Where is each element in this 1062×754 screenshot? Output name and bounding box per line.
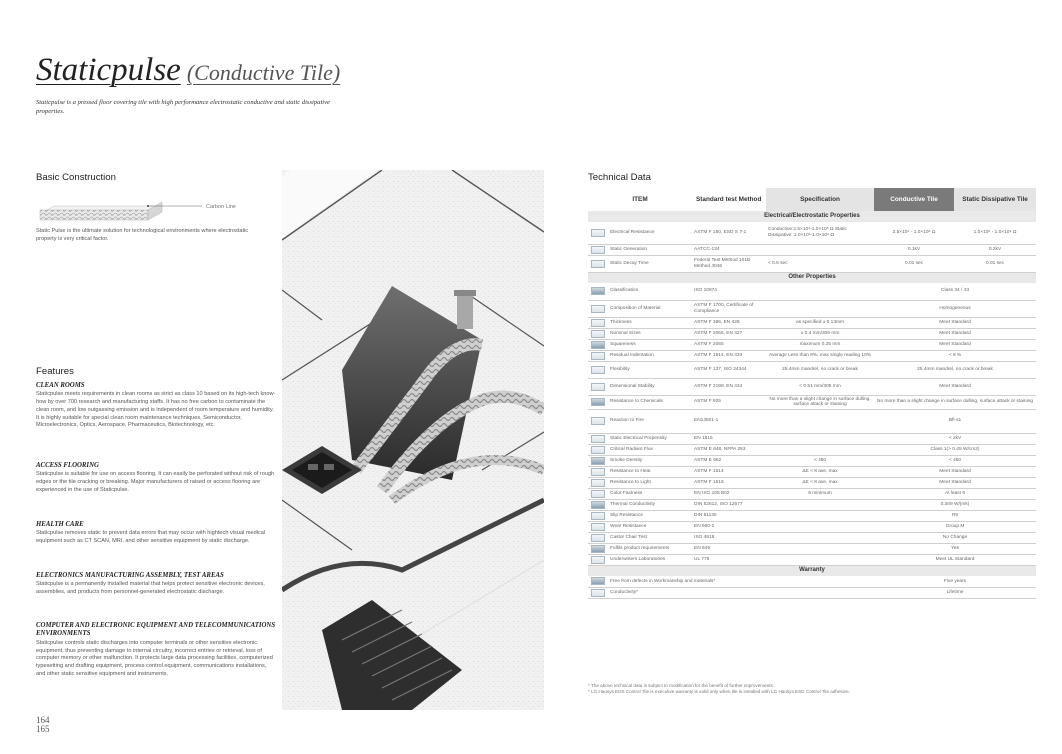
- spec-cell: [766, 283, 874, 300]
- note-line: * LG Hausys EDS Control Tile is executive warranty is valid only when tile is installed with LG Hausys ESD Control Tile adhesive.: [588, 689, 850, 694]
- technical-data-table: [588, 188, 1036, 599]
- spec-cell: [766, 300, 874, 317]
- value-cell: Meet Standard: [874, 477, 1036, 488]
- table-row: [588, 576, 1036, 587]
- basic-construction-text: Static Pulse is the ultimate solution for technological environments where electrostatic property is very critical factor.: [36, 228, 249, 242]
- value-cell: Meet Standard: [874, 378, 1036, 395]
- item-cell: Residual Indentation: [608, 350, 692, 361]
- value-cell: No Change: [874, 532, 1036, 543]
- spec-cell: [766, 532, 874, 543]
- value-cell: 25.4mm mandrel, no crack or break: [874, 361, 1036, 378]
- item-cell: Dimensional Stability: [608, 378, 692, 395]
- value-cell: Class 1(> 0.45 W/cm2): [874, 444, 1036, 455]
- conductivity-icon: [591, 589, 605, 597]
- spec-cell: < 450: [766, 455, 874, 466]
- spec-cell: as specified ± 0.13mm: [766, 317, 874, 328]
- value-cell: Homogeneous: [874, 300, 1036, 317]
- table-row: [588, 477, 1036, 488]
- table-row: [588, 328, 1036, 339]
- feature-body: Staticpulse is a permanently installed material that helps protect sensitive electronic devices, assemblies, and products from personnel-generated electrostatic discharge.: [36, 581, 265, 596]
- property-icon: [591, 352, 605, 360]
- spec-cell: 6 minimum: [766, 488, 874, 499]
- plus-icon: [591, 577, 605, 585]
- property-icon: [591, 398, 605, 406]
- property-icon: [591, 305, 605, 313]
- page-subtitle: Staticpulse is a pressed floor covering tile with high performance electrostatic conductive and static dissipative properties.: [36, 99, 330, 115]
- section-row: [588, 565, 1036, 576]
- feature-body: Staticpulse controls static discharges into computer terminals or other sensitive electronic equipment, thus preventing damage to internal circuitry, incorrect entries or retrieval, loss of computer memory or other malfunction. It protects large data processing facilities, computerized typesetting and drafting equipment, process control equipment, communications installations, and other static sensitive equipment and instruments.: [36, 639, 273, 677]
- technical-notes: [588, 683, 1036, 695]
- spec-cell: ΔE < 8 ave, max: [766, 477, 874, 488]
- property-icon: [591, 330, 605, 338]
- value-cell: Meet Standard: [874, 317, 1036, 328]
- spec-cell: 25.4mm mandrel, no crack or break: [766, 361, 874, 378]
- property-icon: [591, 479, 605, 487]
- table-row: [588, 521, 1036, 532]
- method-cell: ASTM F 1515: [692, 477, 766, 488]
- table-row: [588, 222, 1036, 244]
- property-icon: [591, 287, 605, 295]
- other-properties-rows: [588, 283, 1036, 565]
- dissipative-cell: 0.2kV: [954, 244, 1036, 255]
- value-cell: Group M: [874, 521, 1036, 532]
- method-cell: Federal Test Method 101B Method 4046: [692, 255, 766, 272]
- feature-body: Staticpulse is suitable for use on access flooring. It can easily be perforated without risk of rough edges or the tile cracking or breaking. Major manufacturers of raised or access flooring are experienced in the use of Staticpulse.: [36, 471, 275, 493]
- method-cell: ISO 4918: [692, 532, 766, 543]
- feature-clean-rooms: [36, 382, 276, 430]
- method-cell: ISO 10874: [692, 283, 766, 300]
- spec-cell: [766, 409, 874, 433]
- property-icon: [591, 246, 605, 254]
- section-title: Warranty: [588, 565, 1036, 576]
- table-row: [588, 361, 1036, 378]
- item-cell: Thickness: [608, 317, 692, 328]
- carbon-line-callout: Carbon Line: [206, 204, 236, 210]
- spec-cell: [766, 521, 874, 532]
- value-cell: R9: [874, 510, 1036, 521]
- item-cell: Critical Radiant Flux: [608, 444, 692, 455]
- spec-cell: [766, 510, 874, 521]
- table-row: [588, 444, 1036, 455]
- table-row: [588, 244, 1036, 255]
- item-cell: Classification: [608, 283, 692, 300]
- dissipative-cell: 1.0×10⁶ - 1.0×10⁹ Ω: [954, 222, 1036, 244]
- item-cell: Reaction to Fire: [608, 409, 692, 433]
- value-cell: < 2kV: [874, 433, 1036, 444]
- col-header-dissipative: Static Dissipative Tile: [954, 188, 1036, 211]
- spec-cell: < 0.5 sec: [766, 255, 874, 272]
- table-row: [588, 409, 1036, 433]
- table-row: [588, 350, 1036, 361]
- value-cell: No more than a slight change in surface dulling, surface attack or staining: [874, 395, 1036, 409]
- page-title: [36, 52, 340, 89]
- item-cell: Fulfils product requirements: [608, 543, 692, 554]
- feature-electronics-manufacturing: [36, 572, 276, 597]
- feature-computer-telecom: [36, 622, 276, 678]
- table-row: [588, 543, 1036, 554]
- method-cell: ASTM E 662: [692, 455, 766, 466]
- table-row: [588, 532, 1036, 543]
- property-icon: [591, 534, 605, 542]
- spec-cell: [766, 543, 874, 554]
- table-row: [588, 339, 1036, 350]
- value-cell: Meet Standard: [874, 328, 1036, 339]
- col-header-conductive: Conductive Tile: [874, 188, 954, 211]
- property-icon: [591, 435, 605, 443]
- spec-cell: ± 0.4 mm/305 mm: [766, 328, 874, 339]
- method-cell: EN 660-2: [692, 521, 766, 532]
- method-cell: ASTM F 925: [692, 395, 766, 409]
- table-row: [588, 455, 1036, 466]
- item-cell: Nominal Sizes: [608, 328, 692, 339]
- conductive-cell: 0.1kV: [874, 244, 954, 255]
- feature-access-flooring: [36, 462, 276, 495]
- page-number-left: 164: [36, 715, 50, 725]
- feature-heading: CLEAN ROOMS: [36, 382, 85, 389]
- item-cell: Resistance to Chemicals: [608, 395, 692, 409]
- title-sub: (Conductive Tile): [186, 60, 341, 85]
- method-cell: DIN 51130: [692, 510, 766, 521]
- property-icon: [591, 490, 605, 498]
- spec-cell: < 0.51 mm/305 mm: [766, 378, 874, 395]
- page-number-right: 165: [36, 724, 50, 734]
- property-icon: [591, 341, 605, 349]
- value-cell: Meet UL Standard: [874, 554, 1036, 565]
- method-cell: ASTM F 1700, Certificate of Compliance: [692, 300, 766, 317]
- col-header-spec: Specification: [766, 188, 874, 211]
- item-cell: Resistance to Light: [608, 477, 692, 488]
- technical-data-heading: Technical Data: [588, 172, 651, 183]
- item-cell: Resistance to Heat: [608, 466, 692, 477]
- property-icon: [591, 446, 605, 454]
- method-cell: ASTM F 1914, EN 433: [692, 350, 766, 361]
- item-cell: Castor Chair Test: [608, 532, 692, 543]
- spec-cell: [766, 499, 874, 510]
- value-cell: 0.309 W/(mk): [874, 499, 1036, 510]
- table-row: [588, 510, 1036, 521]
- value-cell: Bfl-s1: [874, 409, 1036, 433]
- feature-heading: ELECTRONICS MANUFACTURING ASSEMBLY, TEST AREAS: [36, 572, 224, 579]
- table-row: [588, 300, 1036, 317]
- method-cell: ASTM E 648, NFPA 253: [692, 444, 766, 455]
- table-row: [588, 395, 1036, 409]
- col-header-method: Standard test Method: [692, 188, 766, 211]
- spec-cell: [766, 444, 874, 455]
- features-heading: Features: [36, 366, 74, 377]
- page-numbers: [36, 716, 50, 734]
- section-title: Other Properties: [588, 272, 1036, 283]
- item-cell: Squareness: [608, 339, 692, 350]
- feature-heading: HEALTH CARE: [36, 521, 84, 528]
- value-cell: < 450: [874, 455, 1036, 466]
- property-icon: [591, 512, 605, 520]
- spec-cell: Average Less than 8%, max single reading 10%: [766, 350, 874, 361]
- table-row: [588, 255, 1036, 272]
- property-icon: [591, 501, 605, 509]
- spec-cell: Conductive:2.5×10⁴-1.0×10⁶ Ω Static Dissipative: 1.0×10⁶-1.0×10⁹ Ω: [766, 222, 874, 244]
- conductive-cell: 2.5×10⁴ - 1.0×10⁶ Ω: [874, 222, 954, 244]
- section-title: Electrical/Electrostatic Properties: [588, 211, 1036, 222]
- value-cell: Meet Standard: [874, 339, 1036, 350]
- value-cell: Yes: [874, 543, 1036, 554]
- value-cell: At least 6: [874, 488, 1036, 499]
- method-cell: UL 779: [692, 554, 766, 565]
- item-cell: Color Fastness: [608, 488, 692, 499]
- method-cell: ASTM F 2055, EN 427: [692, 328, 766, 339]
- feature-heading: ACCESS FLOORING: [36, 462, 99, 469]
- method-cell: DIN 52612, ISO 12677: [692, 499, 766, 510]
- method-cell: ASTM F 386, EN 428: [692, 317, 766, 328]
- table-row: [588, 587, 1036, 598]
- method-cell: ASTM F 1514: [692, 466, 766, 477]
- method-cell: ASTM F 137, ISO 24344: [692, 361, 766, 378]
- table-row: [588, 378, 1036, 395]
- method-cell: ASTM F 2199, EN 434: [692, 378, 766, 395]
- item-cell: Smoke Density: [608, 455, 692, 466]
- table-row: [588, 488, 1036, 499]
- item-cell: Flexibility: [608, 361, 692, 378]
- table-row: [588, 317, 1036, 328]
- item-cell: Conductivity*: [608, 587, 874, 598]
- item-cell: Underwriters Laboratories: [608, 554, 692, 565]
- table-header-row: [588, 188, 1036, 211]
- method-cell: AATCC-134: [692, 244, 766, 255]
- item-cell: Thermal Conductivity: [608, 499, 692, 510]
- method-cell: EN 1815: [692, 433, 766, 444]
- method-cell: EN13501-1: [692, 409, 766, 433]
- table-row: [588, 433, 1036, 444]
- property-icon: [591, 468, 605, 476]
- table-row: [588, 499, 1036, 510]
- feature-heading: COMPUTER AND ELECTRONIC EQUIPMENT AND TELECOMMUNICATIONS ENVIRONMENTS: [36, 622, 276, 638]
- property-icon: [591, 229, 605, 237]
- spec-cell: maximum 0.25 mm: [766, 339, 874, 350]
- spec-cell: [766, 554, 874, 565]
- access-floor-photo: [282, 170, 544, 710]
- method-cell: ASTM F 2055: [692, 339, 766, 350]
- tile-cross-section-diagram: [36, 196, 296, 224]
- feature-health-care: [36, 521, 276, 546]
- title-main: Staticpulse: [36, 52, 181, 88]
- item-cell: Static Generation: [608, 244, 692, 255]
- item-cell: Composition of Material: [608, 300, 692, 317]
- property-icon: [591, 523, 605, 531]
- method-cell: EN 649: [692, 543, 766, 554]
- note-line: * The above technical data is subject to modification for the benefit of further improvements.: [588, 683, 775, 688]
- item-cell: Static Electrical Propensity: [608, 433, 692, 444]
- basic-construction-heading: Basic Construction: [36, 172, 116, 183]
- value-cell: Five years: [874, 576, 1036, 587]
- value-cell: Meet Standard: [874, 466, 1036, 477]
- table-row: [588, 466, 1036, 477]
- property-icon: [591, 556, 605, 564]
- item-cell: Free from defects in Workmanship and materials*: [608, 576, 874, 587]
- value-cell: Lifetime: [874, 587, 1036, 598]
- col-header-item: ITEM: [588, 188, 692, 211]
- item-cell: Static Decay Time: [608, 255, 692, 272]
- spec-cell: No more than a slight change in surface dulling, surface attack or staining: [766, 395, 874, 409]
- property-icon: [591, 366, 605, 374]
- feature-body: Staticpulse meets requirements in clean rooms as strict as class 10 based on its high-tech know-how by over 700 research and manufacturing staffs. It has no free carbon to contaminate the clean room, and low outgassing emission and is independent of room temperature and humidity. It is highly suitable for special clean room maintenance techniques, Semiconductor, Microelectronics, Optics, Aerospace, Pharmaceutics, Biotechnology, etc.: [36, 391, 276, 429]
- spec-cell: [766, 244, 874, 255]
- item-cell: Electrical Resistance: [608, 222, 692, 244]
- table-row: [588, 283, 1036, 300]
- property-icon: [591, 383, 605, 391]
- value-cell: Class 34 / 43: [874, 283, 1036, 300]
- property-icon: [591, 545, 605, 553]
- dissipative-cell: 0.01 sec: [954, 255, 1036, 272]
- property-icon: [591, 319, 605, 327]
- spec-cell: ΔE < 8 ave, max: [766, 466, 874, 477]
- conductive-cell: 0.01 sec: [874, 255, 954, 272]
- feature-body: Staticpulse removes static to prevent data errors that may occur with hightech visual medical equipment such as CT SCAN, MRI, and other sensitive equipment by static discharge.: [36, 530, 266, 545]
- spec-cell: [766, 433, 874, 444]
- table-row: [588, 554, 1036, 565]
- property-icon: [591, 260, 605, 268]
- property-icon: [591, 457, 605, 465]
- section-row: [588, 272, 1036, 283]
- property-icon: [591, 417, 605, 425]
- method-cell: ASTM F 150, ESD S 7-1: [692, 222, 766, 244]
- section-row: [588, 211, 1036, 222]
- value-cell: < 8 %: [874, 350, 1036, 361]
- method-cell: EN ISO 105 B02: [692, 488, 766, 499]
- item-cell: Slip Resistance: [608, 510, 692, 521]
- item-cell: Wear Resistance: [608, 521, 692, 532]
